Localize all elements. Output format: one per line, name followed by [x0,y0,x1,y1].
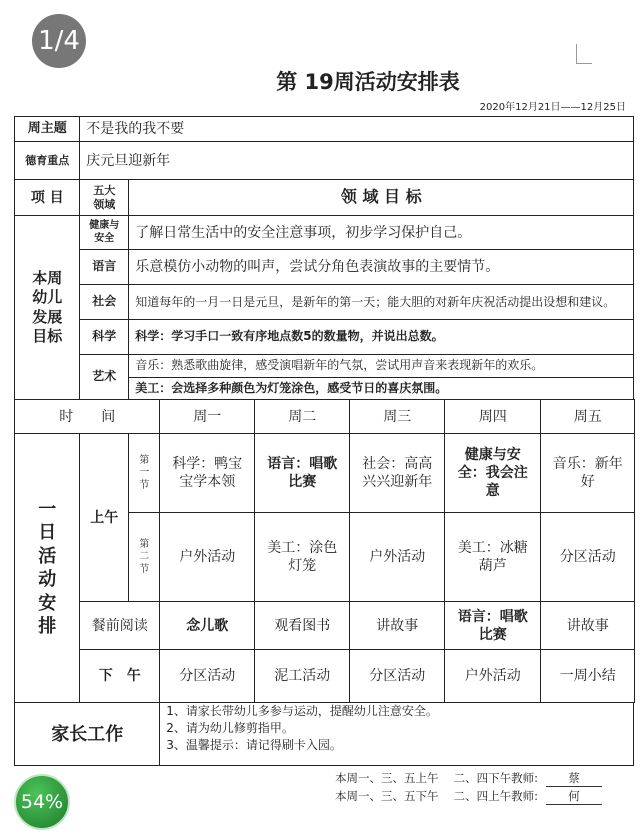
date-range: 2020年12月21日——12月25日 [479,102,626,113]
schedule-cell: 观看图书 [254,601,350,650]
moral-value: 庆元旦迎新年 [79,141,634,180]
goal-domain: 艺术 [79,354,129,400]
schedule-cell: 泥工活动 [254,649,350,703]
page-counter-badge: 1/4 [32,14,86,68]
teacher-schedule: 本周一、三、五上午 二、四下午教师: [335,771,539,785]
day-header: 周三 [349,399,445,434]
schedule-cell: 分区活动 [349,649,445,703]
parent-work-label: 家长工作 [14,702,160,766]
schedule-cell: 念儿歌 [159,601,255,650]
moral-label: 德育重点 [14,141,80,180]
goal-text: 乐意模仿小动物的叫声，尝试分角色表演故事的主要情节。 [128,249,634,285]
teacher-line [335,770,602,787]
schedule-cell: 社会：高高兴兴迎新年 [349,433,445,513]
schedule-cell: 语言：唱歌比赛 [444,601,541,650]
goal-text: 音乐：熟悉歌曲旋律，感受演唱新年的气氛，尝试用声音来表现新年的欢乐。 [128,354,634,378]
goal-header: 领 域 目 标 [128,179,634,216]
teacher-name: 蔡 [546,770,602,787]
schedule-cell: 美工：冰糖葫芦 [444,512,541,602]
goal-domain: 健康与安全 [79,215,129,250]
goal-domain: 社会 [79,284,129,320]
goal-text: 知道每年的一月一日是元旦，是新年的第一天；能大胆的对新年庆祝活动提出设想和建议。 [128,284,634,320]
theme-label: 周主题 [14,116,80,142]
period1-label: 第一节 [128,433,160,513]
goal-text: 美工：会选择多种颜色为灯笼涂色，感受节日的喜庆氛围。 [128,377,634,400]
teacher-name: 何 [546,788,602,805]
schedule-cell: 语言：唱歌比赛 [254,433,350,513]
goal-domain: 科学 [79,319,129,355]
goal-domain: 语言 [79,249,129,285]
parent-work-item: 1、请家长带幼儿多参与运动，提醒幼儿注意安全。 [166,704,438,719]
schedule-cell: 分区活动 [159,649,255,703]
item-header: 项 目 [14,179,80,216]
day-schedule-label: 一日活动安排 [14,433,80,703]
time-header: 时 间 [14,399,160,434]
teacher-line [335,788,602,805]
parent-work-list [159,702,634,766]
parent-work-item: 3、温馨提示：请记得刷卡入园。 [166,737,342,752]
schedule-cell: 分区活动 [540,512,635,602]
schedule-cell: 讲故事 [540,601,635,650]
progress-badge: 54% [14,774,70,830]
schedule-cell: 户外活动 [159,512,255,602]
schedule-cell: 音乐：新年好 [540,433,635,513]
schedule-cell: 一周小结 [540,649,635,703]
goals-label: 本周幼儿发展目标 [14,215,80,400]
teacher-schedule: 本周一、三、五下午 二、四上午教师: [335,789,539,803]
day-header: 周五 [540,399,635,434]
period2-label: 第二节 [128,512,160,602]
schedule-cell: 户外活动 [349,512,445,602]
schedule-cell: 讲故事 [349,601,445,650]
schedule-cell: 健康与安全：我会注意 [444,433,541,513]
domain-header: 五大领域 [79,179,129,216]
corner-mark [576,44,592,64]
day-header: 周一 [159,399,255,434]
schedule-cell: 科学：鸭宝宝学本领 [159,433,255,513]
goal-text: 科学：学习手口一致有序地点数5的数量物，并说出总数。 [128,319,634,355]
theme-value: 不是我的我不要 [79,116,634,142]
parent-work-item: 2、请为幼儿修剪指甲。 [166,721,294,736]
reading-label: 餐前阅读 [79,601,160,650]
morning-label: 上午 [79,433,129,602]
day-header: 周二 [254,399,350,434]
afternoon-label: 下 午 [79,649,160,703]
page-title: 第 19周活动安排表 [276,70,460,94]
schedule-cell: 美工：涂色灯笼 [254,512,350,602]
goal-text: 了解日常生活中的安全注意事项，初步学习保护自己。 [128,215,634,250]
schedule-cell: 户外活动 [444,649,541,703]
day-header: 周四 [444,399,541,434]
